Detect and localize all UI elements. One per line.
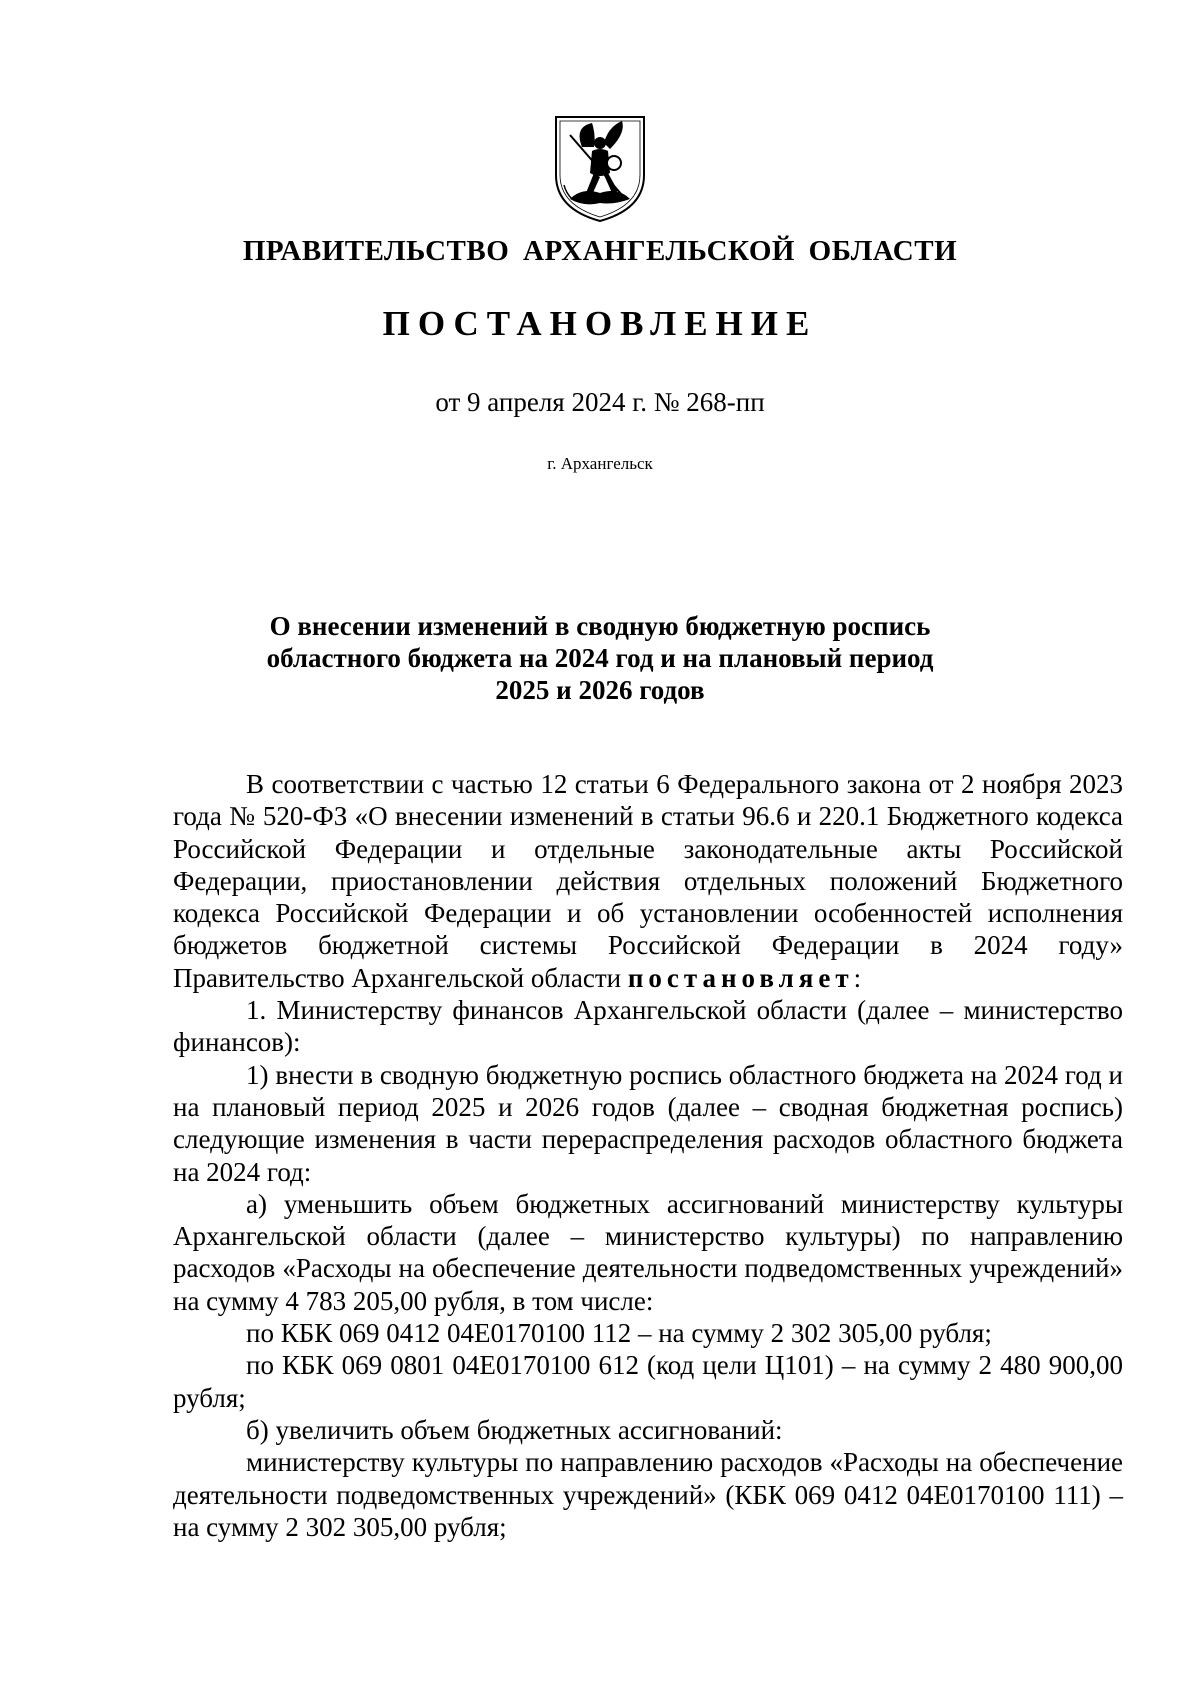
preamble-text: В соответствии с частью 12 статьи 6 Федерального закона от 2 ноября 2023 года № 520-ФЗ «О внесении изменений в статьи 96.6 и 220.1 Бюджетного кодекса Российской Федерации и отдельные законодательные акты Российской Федерации, приостановлении действия отдельных положений Бюджетного кодекса Российской Федерации и об установлении особенностей исполнения бюджетов бюджетной системы Российской Федерации в 2024 году» Правительство Архангельской области [173,769,1123,993]
preamble-paragraph [173,768,1123,994]
document-type: ПОСТАНОВЛЕНИЕ [382,304,818,343]
paragraph-a-1: по КБК 069 0412 04Е0170100 112 – на сумму 2 302 305,00 рубля; [246,1318,992,1349]
resolves-suffix: : [853,962,862,993]
coat-of-arms-emblem [552,113,648,225]
resolves-word: постановляет [627,962,854,993]
paragraph-1-1: 1) внести в сводную бюджетную роспись областного бюджета на 2024 год и на плановый период 2025 и 2026 годов (далее – сводная бюджетная роспись) следующие изменения в части перераспределения расходов областного бюджета на 2024 год: [173,1059,1123,1187]
heading-line-3: 2025 и 2026 годов [495,675,705,705]
paragraph-b: б) увеличить объем бюджетных ассигнований: [246,1414,783,1445]
heading-line-1: О внесении изменений в сводную бюджетную роспись [269,611,931,641]
paragraph-a-2: по КБК 069 0801 04Е0170100 612 (код цели Ц101) – на сумму 2 480 900,00 рубля; [173,1350,1123,1413]
document-city: г. Архангельск [547,454,653,473]
heading-line-2: областного бюджета на 2024 год и на плановый период [266,643,934,673]
paragraph-1: 1. Министерству финансов Архангельской области (далее – министерство финансов): [173,995,1123,1058]
archangel-coat-of-arms-icon [552,113,648,225]
paragraph-a: а) уменьшить объем бюджетных ассигнований министерству культуры Архангельской области (далее – министерство культуры) по направлению расходов «Расходы на обеспечение деятельности подведомственных учреждений» на сумму 4 783 205,00 рубля, в том числе: [173,1188,1123,1316]
document-date-number: от 9 апреля 2024 г. № 268-пп [435,387,765,417]
document-heading [0,610,1200,706]
government-name: ПРАВИТЕЛЬСТВО АРХАНГЕЛЬСКОЙ ОБЛАСТИ [242,235,958,267]
paragraph-b-1: министерству культуры по направлению расходов «Расходы на обеспечение деятельности подведомственных учреждений» (КБК 069 0412 04Е0170100 111) – на сумму 2 302 305,00 рубля; [173,1447,1123,1542]
document-body [173,768,1123,1543]
